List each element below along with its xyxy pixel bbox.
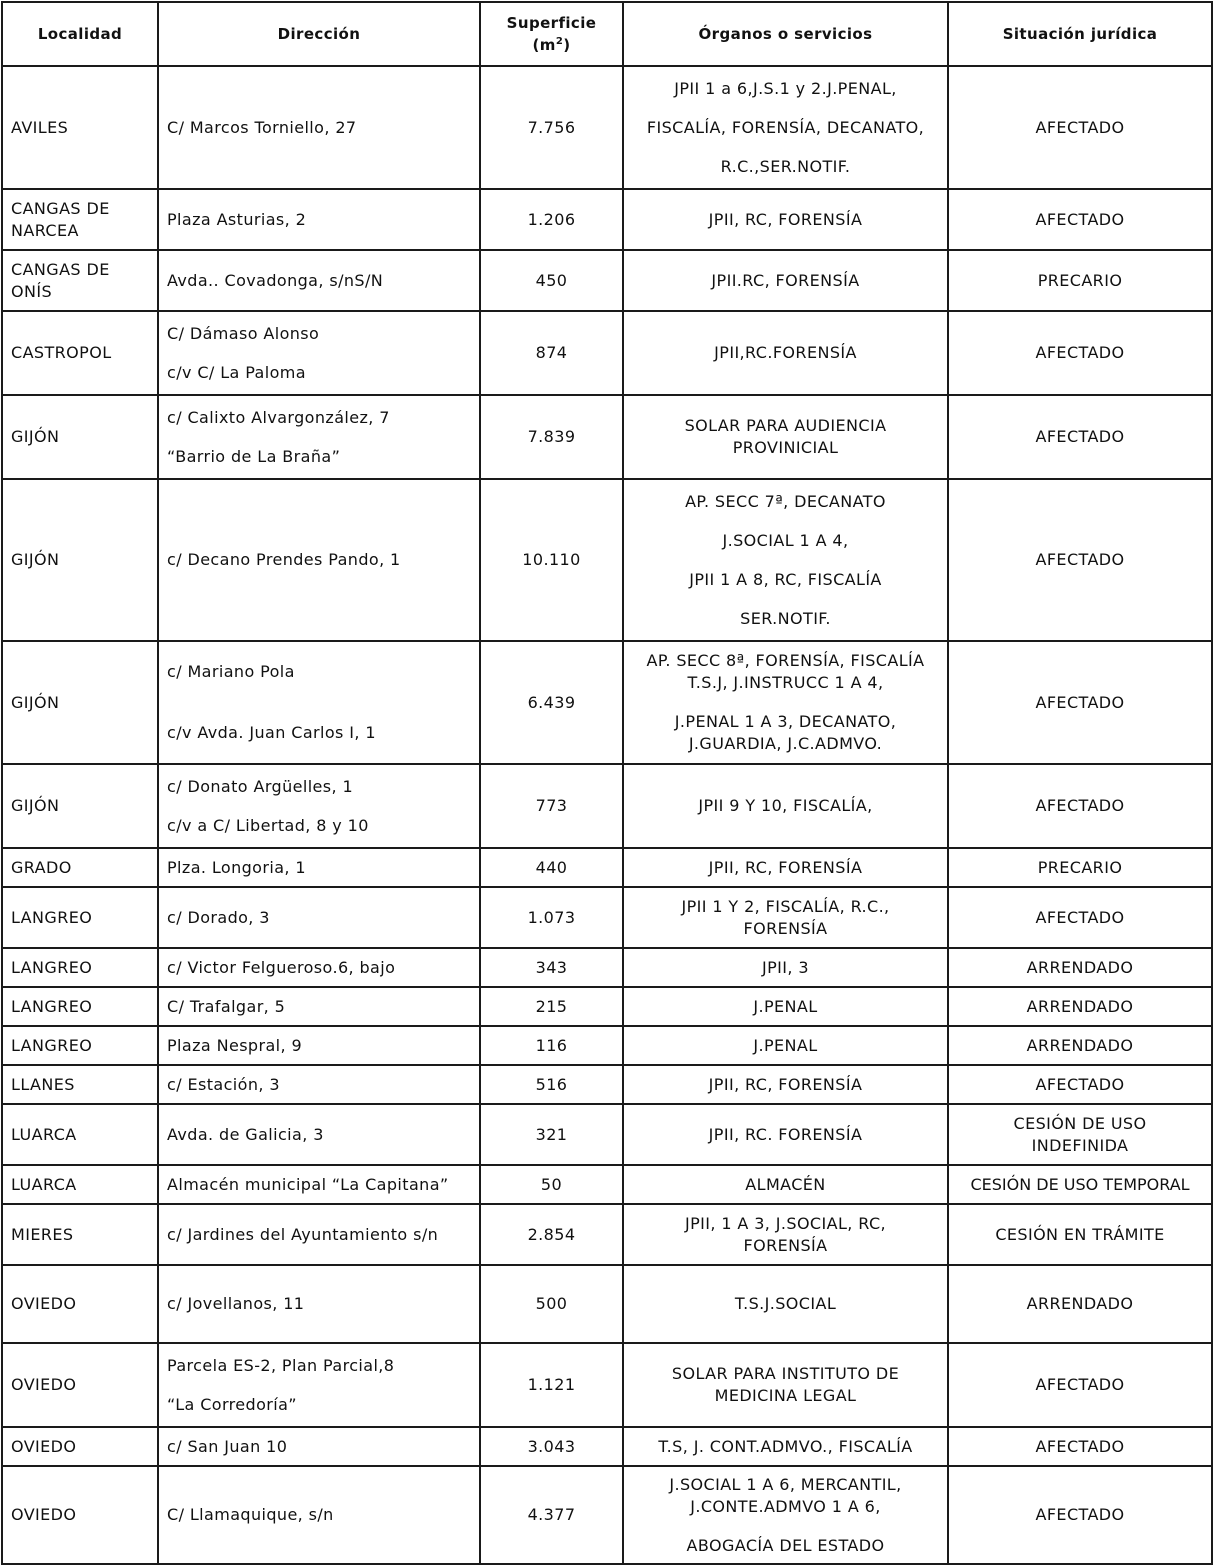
organos-cell: JPII 1 a 6,J.S.1 y 2.J.PENAL, FISCALÍA, FORENSÍA, DECANATO, R.C.,SER.NOTIF. bbox=[623, 66, 948, 189]
header-direccion: Dirección bbox=[158, 2, 480, 66]
situacion-cell: CESIÓN EN TRÁMITE bbox=[948, 1204, 1212, 1265]
situacion-cell: AFECTADO bbox=[948, 1427, 1212, 1466]
direccion-cell: Parcela ES-2, Plan Parcial,8 “La Corredoría” bbox=[158, 1343, 480, 1427]
organos-cell: J.PENAL bbox=[623, 1026, 948, 1065]
situacion-cell: ARRENDADO bbox=[948, 987, 1212, 1026]
organos-cell: JPII, 3 bbox=[623, 948, 948, 987]
direccion-cell: c/ Decano Prendes Pando, 1 bbox=[158, 479, 480, 641]
localidad-cell: LANGREO bbox=[2, 887, 158, 948]
situacion-cell: PRECARIO bbox=[948, 250, 1212, 311]
organos-cell: JPII.RC, FORENSÍA bbox=[623, 250, 948, 311]
superficie-cell: 450 bbox=[480, 250, 623, 311]
organos-cell: JPII, RC, FORENSÍA bbox=[623, 1065, 948, 1104]
superficie-cell: 343 bbox=[480, 948, 623, 987]
header-superficie: Superficie $(m^2)$ bbox=[480, 2, 623, 66]
table-row bbox=[2, 395, 1212, 479]
localidad-cell: LUARCA bbox=[2, 1165, 158, 1204]
direccion-cell: Avda.. Covadonga, s/nS/N bbox=[158, 250, 480, 311]
localidad-cell: OVIEDO bbox=[2, 1466, 158, 1564]
localidad-cell: LUARCA bbox=[2, 1104, 158, 1165]
organos-cell: JPII 1 Y 2, FISCALÍA, R.C., FORENSÍA bbox=[623, 887, 948, 948]
organos-cell: J.SOCIAL 1 A 6, MERCANTIL, J.CONTE.ADMVO 1 A 6, ABOGACÍA DEL ESTADO bbox=[623, 1466, 948, 1564]
situacion-cell: AFECTADO bbox=[948, 395, 1212, 479]
direccion-cell: C/ Trafalgar, 5 bbox=[158, 987, 480, 1026]
direccion-cell: c/ Estación, 3 bbox=[158, 1065, 480, 1104]
superficie-cell: 3.043 bbox=[480, 1427, 623, 1466]
situacion-cell: AFECTADO bbox=[948, 311, 1212, 395]
organos-cell: JPII 9 Y 10, FISCALÍA, bbox=[623, 764, 948, 848]
table-row bbox=[2, 1265, 1212, 1343]
direccion-cell: c/ San Juan 10 bbox=[158, 1427, 480, 1466]
situacion-cell: AFECTADO bbox=[948, 1065, 1212, 1104]
situacion-cell: AFECTADO bbox=[948, 641, 1212, 764]
situacion-cell: AFECTADO bbox=[948, 66, 1212, 189]
localidad-cell: GIJÓN bbox=[2, 479, 158, 641]
organos-cell: JPII, RC, FORENSÍA bbox=[623, 189, 948, 250]
localidad-cell: GIJÓN bbox=[2, 764, 158, 848]
superficie-cell: 50 bbox=[480, 1165, 623, 1204]
situacion-cell: AFECTADO bbox=[948, 1343, 1212, 1427]
organos-cell: JPII, RC, FORENSÍA bbox=[623, 848, 948, 887]
inmuebles-table bbox=[1, 1, 1213, 1565]
situacion-cell: AFECTADO bbox=[948, 189, 1212, 250]
table-row bbox=[2, 311, 1212, 395]
localidad-cell: CANGAS DE NARCEA bbox=[2, 189, 158, 250]
direccion-cell: c/ Jovellanos, 11 bbox=[158, 1265, 480, 1343]
table-row bbox=[2, 848, 1212, 887]
superficie-cell: 7.756 bbox=[480, 66, 623, 189]
localidad-cell: MIERES bbox=[2, 1204, 158, 1265]
situacion-cell: CESIÓN DE USO INDEFINIDA bbox=[948, 1104, 1212, 1165]
direccion-cell: Plaza Nespral, 9 bbox=[158, 1026, 480, 1065]
organos-cell: JPII, 1 A 3, J.SOCIAL, RC, FORENSÍA bbox=[623, 1204, 948, 1265]
table-row bbox=[2, 764, 1212, 848]
organos-cell: T.S.J.SOCIAL bbox=[623, 1265, 948, 1343]
direccion-cell: c/ Dorado, 3 bbox=[158, 887, 480, 948]
superficie-cell: 773 bbox=[480, 764, 623, 848]
localidad-cell: GRADO bbox=[2, 848, 158, 887]
direccion-cell: c/ Victor Felgueroso.6, bajo bbox=[158, 948, 480, 987]
organos-cell: ALMACÉN bbox=[623, 1165, 948, 1204]
table-row bbox=[2, 1343, 1212, 1427]
superficie-cell: 516 bbox=[480, 1065, 623, 1104]
situacion-cell: AFECTADO bbox=[948, 764, 1212, 848]
header-row bbox=[2, 2, 1212, 66]
situacion-cell: ARRENDADO bbox=[948, 1026, 1212, 1065]
superficie-cell: 1.073 bbox=[480, 887, 623, 948]
organos-cell: SOLAR PARA INSTITUTO DE MEDICINA LEGAL bbox=[623, 1343, 948, 1427]
organos-cell: T.S, J. CONT.ADMVO., FISCALÍA bbox=[623, 1427, 948, 1466]
localidad-cell: OVIEDO bbox=[2, 1265, 158, 1343]
situacion-cell: ARRENDADO bbox=[948, 1265, 1212, 1343]
localidad-cell: AVILES bbox=[2, 66, 158, 189]
superficie-cell: 116 bbox=[480, 1026, 623, 1065]
superficie-cell: 6.439 bbox=[480, 641, 623, 764]
localidad-cell: CANGAS DE ONÍS bbox=[2, 250, 158, 311]
superficie-cell: 10.110 bbox=[480, 479, 623, 641]
organos-cell: JPII, RC. FORENSÍA bbox=[623, 1104, 948, 1165]
table-row bbox=[2, 189, 1212, 250]
superficie-cell: 215 bbox=[480, 987, 623, 1026]
direccion-cell: Avda. de Galicia, 3 bbox=[158, 1104, 480, 1165]
superficie-cell: 500 bbox=[480, 1265, 623, 1343]
direccion-cell: c/ Calixto Alvargonzález, 7 “Barrio de La Braña” bbox=[158, 395, 480, 479]
localidad-cell: GIJÓN bbox=[2, 641, 158, 764]
direccion-cell: C/ Dámaso Alonso c/v C/ La Paloma bbox=[158, 311, 480, 395]
superficie-cell: 2.854 bbox=[480, 1204, 623, 1265]
organos-cell: J.PENAL bbox=[623, 987, 948, 1026]
table-row bbox=[2, 1165, 1212, 1204]
direccion-cell: Plaza Asturias, 2 bbox=[158, 189, 480, 250]
direccion-cell: Plza. Longoria, 1 bbox=[158, 848, 480, 887]
localidad-cell: LANGREO bbox=[2, 987, 158, 1026]
table-row bbox=[2, 1427, 1212, 1466]
localidad-cell: GIJÓN bbox=[2, 395, 158, 479]
direccion-cell: c/ Donato Argüelles, 1 c/v a C/ Libertad, 8 y 10 bbox=[158, 764, 480, 848]
table-row bbox=[2, 887, 1212, 948]
superficie-cell: 1.206 bbox=[480, 189, 623, 250]
table-row bbox=[2, 1204, 1212, 1265]
table-row bbox=[2, 1026, 1212, 1065]
table-row bbox=[2, 479, 1212, 641]
header-organos: Órganos o servicios bbox=[623, 2, 948, 66]
situacion-cell: AFECTADO bbox=[948, 479, 1212, 641]
header-localidad: Localidad bbox=[2, 2, 158, 66]
localidad-cell: LANGREO bbox=[2, 1026, 158, 1065]
direccion-cell: c/ Mariano Pola c/v Avda. Juan Carlos I, 1 bbox=[158, 641, 480, 764]
table-row bbox=[2, 250, 1212, 311]
organos-cell: JPII,RC.FORENSÍA bbox=[623, 311, 948, 395]
table-row bbox=[2, 1104, 1212, 1165]
table-row bbox=[2, 641, 1212, 764]
localidad-cell: LANGREO bbox=[2, 948, 158, 987]
superficie-cell: 7.839 bbox=[480, 395, 623, 479]
localidad-cell: OVIEDO bbox=[2, 1343, 158, 1427]
superficie-cell: 874 bbox=[480, 311, 623, 395]
table-row bbox=[2, 1466, 1212, 1564]
situacion-cell: CESIÓN DE USO TEMPORAL bbox=[948, 1165, 1212, 1204]
situacion-cell: PRECARIO bbox=[948, 848, 1212, 887]
situacion-cell: AFECTADO bbox=[948, 887, 1212, 948]
organos-cell: AP. SECC 8ª, FORENSÍA, FISCALÍA T.S.J, J.INSTRUCC 1 A 4, J.PENAL 1 A 3, DECANATO, J.GUARDIA, J.C.ADMVO. bbox=[623, 641, 948, 764]
direccion-cell: c/ Jardines del Ayuntamiento s/n bbox=[158, 1204, 480, 1265]
situacion-cell: AFECTADO bbox=[948, 1466, 1212, 1564]
localidad-cell: OVIEDO bbox=[2, 1427, 158, 1466]
localidad-cell: CASTROPOL bbox=[2, 311, 158, 395]
superficie-cell: 321 bbox=[480, 1104, 623, 1165]
superficie-cell: 4.377 bbox=[480, 1466, 623, 1564]
superficie-cell: 1.121 bbox=[480, 1343, 623, 1427]
table-row bbox=[2, 66, 1212, 189]
table-row bbox=[2, 948, 1212, 987]
organos-cell: AP. SECC 7ª, DECANATO J.SOCIAL 1 A 4, JPII 1 A 8, RC, FISCALÍA SER.NOTIF. bbox=[623, 479, 948, 641]
direccion-cell: Almacén municipal “La Capitana” bbox=[158, 1165, 480, 1204]
table-row bbox=[2, 987, 1212, 1026]
header-situacion: Situación jurídica bbox=[948, 2, 1212, 66]
organos-cell: SOLAR PARA AUDIENCIA PROVINICIAL bbox=[623, 395, 948, 479]
localidad-cell: LLANES bbox=[2, 1065, 158, 1104]
direccion-cell: C/ Marcos Torniello, 27 bbox=[158, 66, 480, 189]
superficie-cell: 440 bbox=[480, 848, 623, 887]
direccion-cell: C/ Llamaquique, s/n bbox=[158, 1466, 480, 1564]
situacion-cell: ARRENDADO bbox=[948, 948, 1212, 987]
table-row bbox=[2, 1065, 1212, 1104]
